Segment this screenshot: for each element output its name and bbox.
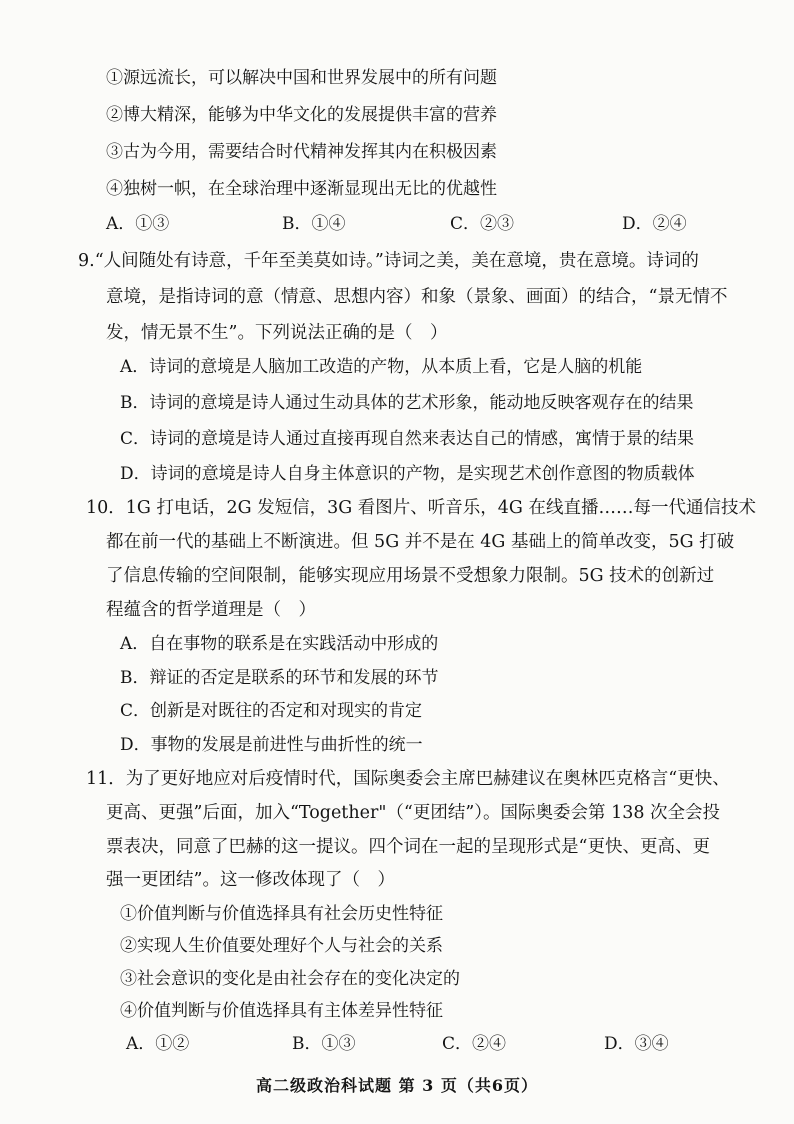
q9-option-a: A．诗词的意境是人脑加工改造的产物，从本质上看，它是人脑的机能 bbox=[120, 357, 643, 377]
q9-option-d: D．诗词的意境是诗人自身主体意识的产物，是实现艺术创作意图的物质载体 bbox=[120, 464, 695, 484]
q9-stem-line-2: 意境，是指诗词的意（情意、思想内容）和象（景象、画面）的结合，“景无情不 bbox=[106, 287, 728, 307]
q11-item-2: ②实现人生价值要处理好个人与社会的关系 bbox=[120, 936, 443, 956]
q10-option-a: A．自在事物的联系是在实践活动中形成的 bbox=[120, 634, 439, 654]
q8-option-d: D．②④ bbox=[622, 214, 687, 234]
q10-option-d: D．事物的发展是前进性与曲折性的统一 bbox=[120, 735, 423, 755]
q11-item-3: ③社会意识的变化是由社会存在的变化决定的 bbox=[120, 969, 460, 989]
q8-option-b: B．①④ bbox=[282, 214, 346, 234]
q11-option-c: C．②④ bbox=[442, 1034, 507, 1054]
q11-stem-line-3: 票表决，同意了巴赫的这一提议。四个词在一起的呈现形式是“更快、更高、更 bbox=[106, 837, 710, 857]
q9-stem-line-3: 发，情无景不生”。下列说法正确的是（ ） bbox=[106, 323, 448, 343]
q8-item-4: ④独树一帜，在全球治理中逐渐显现出无比的优越性 bbox=[106, 179, 497, 199]
q11-stem-line-4: 强一更团结”。这一修改体现了（ ） bbox=[106, 870, 395, 890]
q10-option-b: B．辩证的否定是联系的环节和发展的环节 bbox=[120, 668, 439, 688]
q11-option-b: B．①③ bbox=[292, 1034, 356, 1054]
q11-stem-line-1: 11．为了更好地应对后疫情时代，国际奥委会主席巴赫建议在奥林匹克格言“更快、 bbox=[86, 769, 730, 789]
page-footer: 高二级政治科试题 第 3 页（共6页） bbox=[256, 1076, 538, 1095]
q10-stem-line-3: 了信息传输的空间限制，能够实现应用场景不受想象力限制。5G 技术的创新过 bbox=[106, 566, 715, 586]
q8-option-a: A．①③ bbox=[106, 214, 170, 234]
q8-item-3: ③古为今用，需要结合时代精神发挥其内在积极因素 bbox=[106, 142, 497, 162]
q10-stem-line-1: 10．1G 打电话，2G 发短信，3G 看图片、听音乐，4G 在线直播……每一代通信技术 bbox=[86, 498, 756, 518]
q10-stem-line-2: 都在前一代的基础上不断演进。但 5G 并不是在 4G 基础上的简单改变，5G 打破 bbox=[106, 532, 735, 552]
q8-item-2: ②博大精深，能够为中华文化的发展提供丰富的营养 bbox=[106, 105, 497, 125]
q11-item-4: ④价值判断与价值选择具有主体差异性特征 bbox=[120, 1001, 443, 1021]
q10-stem-line-4: 程蕴含的哲学道理是（ ） bbox=[106, 600, 316, 620]
q11-item-1: ①价值判断与价值选择具有社会历史性特征 bbox=[120, 904, 443, 924]
q11-stem-line-2: 更高、更强”后面，加入“Together"（“更团结”）。国际奥委会第 138 次全会投 bbox=[106, 803, 721, 823]
q10-option-c: C．创新是对既往的否定和对现实的肯定 bbox=[120, 701, 423, 721]
q9-option-c: C．诗词的意境是诗人通过直接再现自然来表达自己的情感，寓情于景的结果 bbox=[120, 429, 695, 449]
q11-option-a: A．①② bbox=[126, 1034, 190, 1054]
q8-option-c: C．②③ bbox=[450, 214, 515, 234]
q8-item-1: ①源远流长，可以解决中国和世界发展中的所有问题 bbox=[106, 68, 497, 88]
q9-stem-line-1: 9.“人间随处有诗意，千年至美莫如诗。”诗词之美，美在意境，贵在意境。诗词的 bbox=[78, 251, 699, 271]
q9-option-b: B．诗词的意境是诗人通过生动具体的艺术形象，能动地反映客观存在的结果 bbox=[120, 393, 694, 413]
q11-option-d: D．③④ bbox=[604, 1034, 669, 1054]
